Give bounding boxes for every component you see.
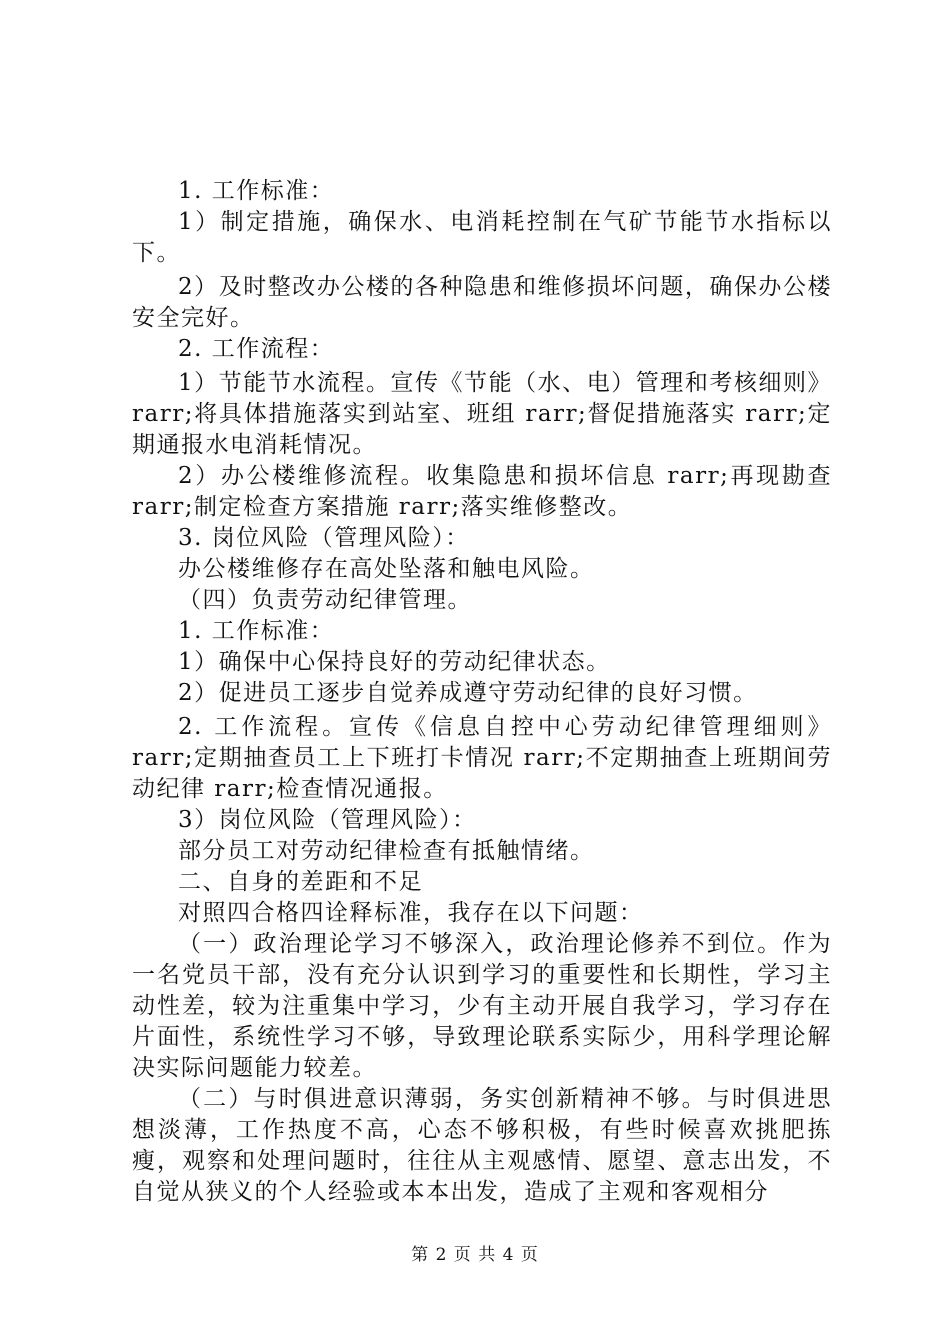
paragraph-discipline-standard-1: 1）确保中心保持良好的劳动纪律状态。 xyxy=(178,649,611,675)
paragraph-discipline-risk-heading: 3）岗位风险（管理风险）： xyxy=(178,807,477,833)
paragraph-work-standard-heading-2: 1. 工作标准： xyxy=(178,618,335,644)
paragraph-problem-two: （二）与时俱进意识薄弱，务实创新精神不够。与时俱进思想淡薄，工作热度不高，心态不够积极，有些时候喜欢挑肥拣瘦，观察和处理问题时，往往从主观感情、愿望、意志出发，不自觉从狭义的个人经验或本本出发，造成了主观和客观相分 xyxy=(132,1086,832,1205)
paragraph-problem-one: （一）政治理论学习不够深入，政治理论修养不到位。作为一名党员干部，没有充分认识到学习的重要性和长期性，学习主动性差，较为注重集中学习，少有主动开展自我学习，学习存在片面性，系统性学习不够，导致理论联系实际少，用科学理论解决实际问题能力较差。 xyxy=(132,931,832,1081)
paragraph-process-item-1: 1）节能节水流程。宣传《节能（水、电）管理和考核细则》rarr;将具体措施落实到站室、班组 rarr;督促措施落实 rarr;定期通报水电消耗情况。 xyxy=(132,370,832,458)
paragraph-discipline-risk-text: 部分员工对劳动纪律检查有抵触情绪。 xyxy=(178,838,595,864)
paragraph-post-risk-text: 办公楼维修存在高处坠落和触电风险。 xyxy=(178,556,595,582)
paragraph-comparison-intro: 对照四合格四诠释标准，我存在以下问题： xyxy=(178,900,644,926)
paragraph-post-risk-heading: 3. 岗位风险（管理风险）： xyxy=(178,525,470,551)
paragraph-work-standard-heading: 1. 工作标准： xyxy=(178,178,335,204)
paragraph-discipline-standard-2: 2）促进员工逐步自觉养成遵守劳动纪律的良好习惯。 xyxy=(178,680,758,706)
paragraph-standard-item-2: 2）及时整改办公楼的各种隐患和维修损坏问题，确保办公楼安全完好。 xyxy=(132,274,832,331)
paragraph-standard-item-1: 1）制定措施，确保水、电消耗控制在气矿节能节水指标以下。 xyxy=(132,209,832,266)
paragraph-section-four-heading: （四）负责劳动纪律管理。 xyxy=(178,587,472,613)
page-number-label: 第 2 页 共 4 页 xyxy=(411,1245,539,1265)
paragraph-work-process-heading: 2. 工作流程： xyxy=(178,336,335,362)
document-body xyxy=(132,176,832,1208)
page-footer xyxy=(0,1244,950,1266)
paragraph-process-item-2: 2）办公楼维修流程。收集隐患和损坏信息 rarr;再现勘查 rarr;制定检查方案措施 rarr;落实维修整改。 xyxy=(132,463,832,520)
paragraph-section-two-heading: 二、自身的差距和不足 xyxy=(178,869,423,895)
paragraph-discipline-process: 2. 工作流程。宣传《信息自控中心劳动纪律管理细则》rarr;定期抽查员工上下班打卡情况 rarr;不定期抽查上班期间劳动纪律 rarr;检查情况通报。 xyxy=(132,714,832,802)
